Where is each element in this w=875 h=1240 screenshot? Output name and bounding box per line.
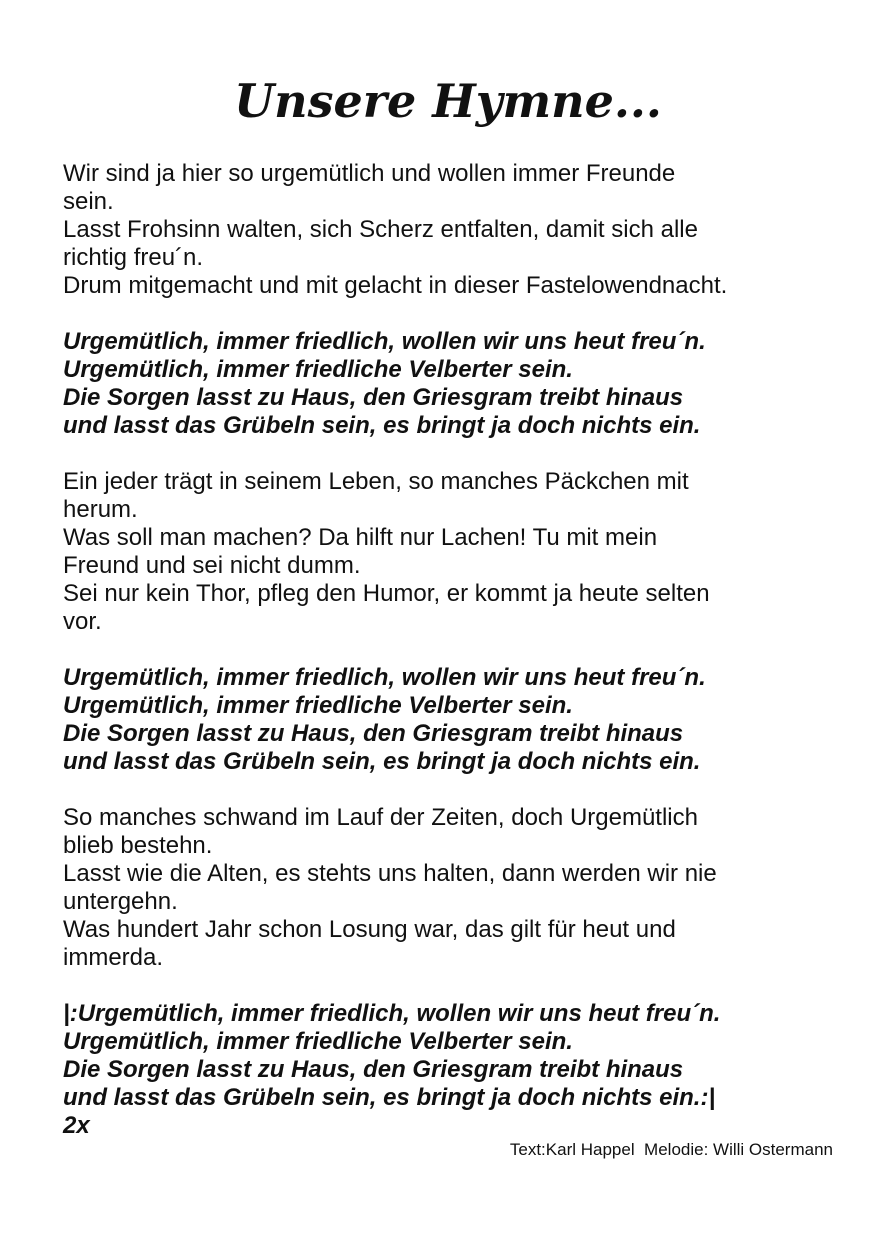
- chorus-line: Die Sorgen lasst zu Haus, den Griesgram treibt hinaus: [63, 1056, 684, 1083]
- verse-line: Drum mitgemacht und mit gelacht in dieser Fastelowendnacht.: [63, 272, 728, 299]
- verse-line: Freund und sei nicht dumm.: [63, 552, 361, 579]
- chorus-line: |:Urgemütlich, immer friedlich, wollen wir uns heut freu´n.: [63, 1000, 721, 1027]
- chorus-line: und lasst das Grübeln sein, es bringt ja doch nichts ein.:|: [63, 1084, 716, 1111]
- chorus-line: Die Sorgen lasst zu Haus, den Griesgram treibt hinaus: [63, 720, 684, 747]
- verse-2: [63, 468, 833, 636]
- verse-line: immerda.: [63, 944, 164, 971]
- stanza-gap: [63, 440, 833, 468]
- verse-line: richtig freu´n.: [63, 244, 204, 271]
- stanza-gap: [63, 972, 833, 1000]
- chorus-line: Urgemütlich, immer friedliche Velberter sein.: [63, 692, 573, 719]
- verse-line: Sei nur kein Thor, pfleg den Humor, er kommt ja heute selten: [63, 580, 710, 607]
- final-chorus: [63, 1000, 833, 1140]
- chorus-1: [63, 328, 833, 440]
- verse-line: blieb bestehn.: [63, 832, 213, 859]
- verse-line: vor.: [63, 608, 102, 635]
- chorus-line: Urgemütlich, immer friedliche Velberter sein.: [63, 1028, 573, 1055]
- stanza-gap: [63, 776, 833, 804]
- verse-line: Was hundert Jahr schon Losung war, das gilt für heut und: [63, 916, 676, 943]
- lyrics: [63, 160, 833, 1140]
- chorus-2: [63, 664, 833, 776]
- verse-3: [63, 804, 833, 972]
- verse-line: sein.: [63, 188, 114, 215]
- verse-line: Lasst wie die Alten, es stehts uns halten, dann werden wir nie: [63, 860, 717, 887]
- verse-line: untergehn.: [63, 888, 178, 915]
- verse-line: So manches schwand im Lauf der Zeiten, doch Urgemütlich: [63, 804, 698, 831]
- chorus-line: Urgemütlich, immer friedlich, wollen wir uns heut freu´n.: [63, 664, 706, 691]
- verse-line: Was soll man machen? Da hilft nur Lachen! Tu mit mein: [63, 524, 658, 551]
- verse-line: Ein jeder trägt in seinem Leben, so manches Päckchen mit: [63, 468, 689, 495]
- song-credit: Text:Karl Happel Melodie: Willi Ostermann: [509, 1140, 833, 1159]
- chorus-line: Urgemütlich, immer friedlich, wollen wir uns heut freu´n.: [63, 328, 706, 355]
- verse-line: Wir sind ja hier so urgemütlich und wollen immer Freunde: [63, 160, 676, 187]
- chorus-line: Die Sorgen lasst zu Haus, den Griesgram treibt hinaus: [63, 384, 684, 411]
- verse-line: Lasst Frohsinn walten, sich Scherz entfalten, damit sich alle: [63, 216, 698, 243]
- repeat-marker: 2x: [63, 1112, 90, 1139]
- stanza-gap: [63, 300, 833, 328]
- chorus-line: und lasst das Grübeln sein, es bringt ja doch nichts ein.: [63, 748, 701, 775]
- song-title: Unsere Hymne...: [234, 74, 662, 128]
- verse-1: [63, 160, 833, 300]
- chorus-line: Urgemütlich, immer friedliche Velberter sein.: [63, 356, 573, 383]
- chorus-line: und lasst das Grübeln sein, es bringt ja doch nichts ein.: [63, 412, 701, 439]
- verse-line: herum.: [63, 496, 138, 523]
- stanza-gap: [63, 636, 833, 664]
